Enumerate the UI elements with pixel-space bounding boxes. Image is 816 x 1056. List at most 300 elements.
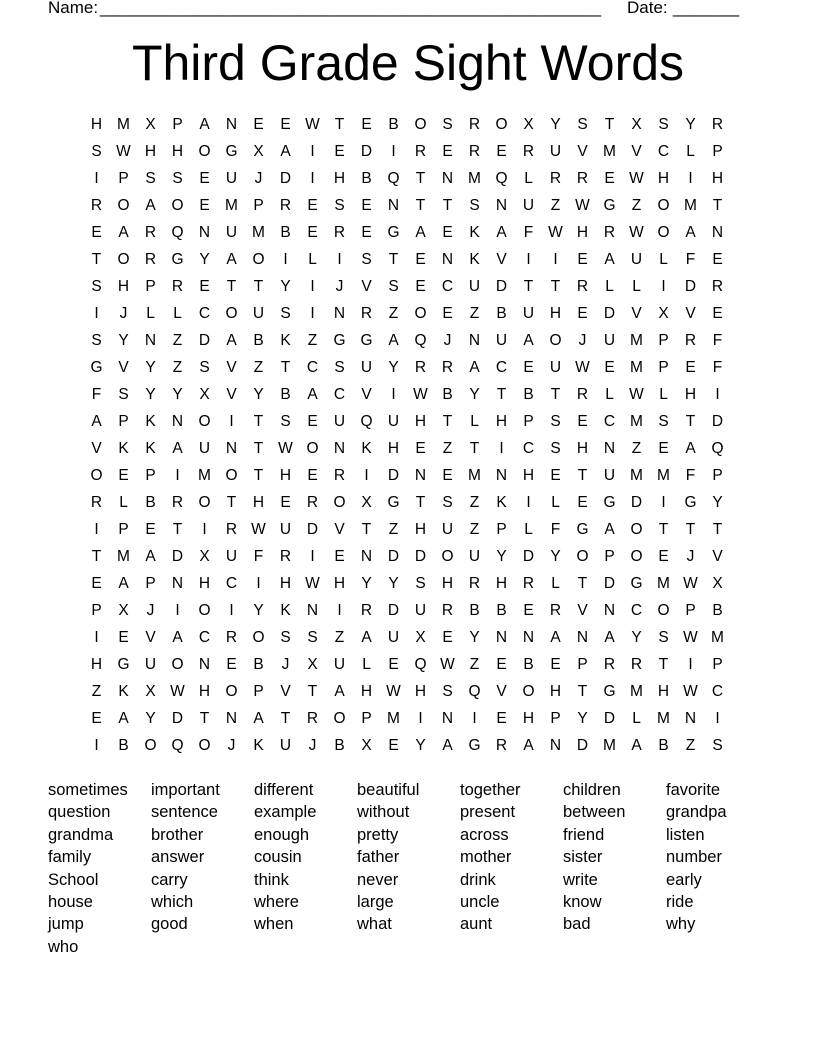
grid-letter[interactable]: A <box>172 440 183 457</box>
grid-letter[interactable]: W <box>683 575 698 592</box>
grid-letter[interactable]: E <box>577 494 588 511</box>
grid-letter[interactable]: H <box>495 575 508 592</box>
grid-letter[interactable]: E <box>361 197 372 214</box>
grid-letter[interactable]: Q <box>171 737 184 754</box>
grid-letter[interactable]: Q <box>711 440 724 457</box>
grid-letter[interactable]: G <box>603 197 616 214</box>
grid-letter[interactable]: U <box>468 548 481 565</box>
grid-letter[interactable]: C <box>198 629 211 646</box>
grid-letter[interactable]: O <box>252 251 265 268</box>
grid-letter[interactable]: I <box>94 737 99 754</box>
grid-letter[interactable]: H <box>522 467 535 484</box>
grid-letter[interactable]: G <box>90 359 103 376</box>
grid-letter[interactable]: D <box>279 170 292 187</box>
grid-letter[interactable]: I <box>94 521 99 538</box>
grid-letter[interactable]: I <box>472 710 477 727</box>
grid-letter[interactable]: K <box>496 494 507 511</box>
grid-letter[interactable]: P <box>712 656 723 673</box>
grid-letter[interactable]: A <box>280 143 291 160</box>
grid-letter[interactable]: D <box>603 305 616 322</box>
grid-letter[interactable]: W <box>251 521 266 538</box>
grid-letter[interactable]: F <box>712 332 723 349</box>
grid-letter[interactable]: M <box>252 224 265 241</box>
grid-letter[interactable]: H <box>198 683 211 700</box>
grid-letter[interactable]: L <box>632 710 641 727</box>
grid-letter[interactable]: I <box>688 656 693 673</box>
grid-letter[interactable]: I <box>310 305 315 322</box>
grid-letter[interactable]: E <box>415 251 426 268</box>
grid-letter[interactable]: H <box>171 143 184 160</box>
grid-letter[interactable]: P <box>145 278 156 295</box>
grid-letter[interactable]: T <box>604 116 615 133</box>
grid-letter[interactable]: U <box>522 197 535 214</box>
grid-letter[interactable]: R <box>468 116 481 133</box>
grid-letter[interactable]: O <box>549 332 562 349</box>
grid-letter[interactable]: A <box>226 332 237 349</box>
grid-letter[interactable]: B <box>442 386 453 403</box>
grid-letter[interactable]: Y <box>172 386 183 403</box>
grid-letter[interactable]: O <box>657 197 670 214</box>
grid-letter[interactable]: T <box>388 251 399 268</box>
grid-letter[interactable]: R <box>468 575 481 592</box>
grid-letter[interactable]: M <box>468 170 481 187</box>
grid-letter[interactable]: E <box>523 602 534 619</box>
grid-letter[interactable]: P <box>91 602 102 619</box>
grid-letter[interactable]: U <box>279 521 292 538</box>
grid-letter[interactable]: T <box>685 521 696 538</box>
grid-letter[interactable]: D <box>603 710 616 727</box>
grid-letter[interactable]: P <box>523 413 534 430</box>
grid-letter[interactable]: R <box>360 305 373 322</box>
grid-letter[interactable]: E <box>496 710 507 727</box>
grid-letter[interactable]: N <box>495 629 508 646</box>
grid-letter[interactable]: E <box>199 170 210 187</box>
grid-letter[interactable]: W <box>386 683 401 700</box>
grid-letter[interactable]: I <box>283 251 288 268</box>
grid-letter[interactable]: C <box>198 305 211 322</box>
grid-letter[interactable]: B <box>388 116 399 133</box>
grid-letter[interactable]: J <box>254 170 263 187</box>
grid-letter[interactable]: L <box>119 494 128 511</box>
grid-letter[interactable]: W <box>440 656 455 673</box>
grid-letter[interactable]: R <box>549 602 562 619</box>
grid-letter[interactable]: F <box>550 521 561 538</box>
grid-letter[interactable]: V <box>361 278 372 295</box>
grid-letter[interactable]: N <box>198 224 211 241</box>
grid-letter[interactable]: C <box>522 440 535 457</box>
grid-letter[interactable]: W <box>278 440 293 457</box>
grid-letter[interactable]: M <box>630 359 643 376</box>
grid-letter[interactable]: V <box>226 359 237 376</box>
grid-letter[interactable]: N <box>333 305 346 322</box>
grid-letter[interactable]: I <box>94 629 99 646</box>
grid-letter[interactable]: O <box>441 548 454 565</box>
grid-letter[interactable]: S <box>442 683 453 700</box>
grid-letter[interactable]: S <box>442 116 453 133</box>
grid-letter[interactable]: H <box>549 683 562 700</box>
grid-letter[interactable]: O <box>225 683 238 700</box>
grid-letter[interactable]: I <box>391 386 396 403</box>
grid-letter[interactable]: E <box>442 305 453 322</box>
grid-letter[interactable]: V <box>631 143 642 160</box>
grid-letter[interactable]: T <box>550 386 561 403</box>
grid-letter[interactable]: Y <box>253 386 264 403</box>
grid-letter[interactable]: W <box>629 224 644 241</box>
grid-letter[interactable]: E <box>199 197 210 214</box>
grid-letter[interactable]: Z <box>172 359 183 376</box>
grid-letter[interactable]: T <box>253 413 264 430</box>
grid-letter[interactable]: U <box>549 143 562 160</box>
grid-letter[interactable]: R <box>333 467 346 484</box>
grid-letter[interactable]: M <box>711 629 724 646</box>
grid-letter[interactable]: A <box>118 224 129 241</box>
grid-letter[interactable]: B <box>523 386 534 403</box>
grid-letter[interactable]: M <box>198 467 211 484</box>
grid-letter[interactable]: N <box>522 629 535 646</box>
grid-letter[interactable]: R <box>279 548 292 565</box>
grid-letter[interactable]: E <box>253 116 264 133</box>
grid-letter[interactable]: N <box>225 710 238 727</box>
grid-letter[interactable]: R <box>468 143 481 160</box>
grid-letter[interactable]: R <box>603 656 616 673</box>
grid-letter[interactable]: H <box>549 305 562 322</box>
grid-letter[interactable]: V <box>712 548 723 565</box>
grid-letter[interactable]: P <box>658 332 669 349</box>
grid-letter[interactable]: N <box>414 467 427 484</box>
grid-letter[interactable]: H <box>414 521 427 538</box>
grid-letter[interactable]: A <box>604 629 615 646</box>
grid-letter[interactable]: E <box>658 548 669 565</box>
grid-letter[interactable]: E <box>496 143 507 160</box>
grid-letter[interactable]: V <box>631 305 642 322</box>
grid-letter[interactable]: N <box>387 197 400 214</box>
grid-letter[interactable]: W <box>629 386 644 403</box>
grid-letter[interactable]: Z <box>469 305 480 322</box>
grid-letter[interactable]: O <box>117 251 130 268</box>
grid-letter[interactable]: K <box>253 737 264 754</box>
grid-letter[interactable]: F <box>91 386 102 403</box>
grid-letter[interactable]: Y <box>388 359 399 376</box>
grid-letter[interactable]: I <box>553 251 558 268</box>
grid-letter[interactable]: D <box>306 521 319 538</box>
grid-letter[interactable]: Y <box>577 710 588 727</box>
grid-letter[interactable]: E <box>388 656 399 673</box>
grid-letter[interactable]: B <box>145 494 156 511</box>
grid-letter[interactable]: H <box>387 440 400 457</box>
grid-letter[interactable]: M <box>630 467 643 484</box>
grid-letter[interactable]: F <box>685 467 696 484</box>
grid-letter[interactable]: R <box>576 170 589 187</box>
grid-letter[interactable]: S <box>199 359 210 376</box>
grid-letter[interactable]: Y <box>550 116 561 133</box>
grid-letter[interactable]: V <box>334 521 345 538</box>
grid-letter[interactable]: Y <box>496 548 507 565</box>
grid-letter[interactable]: E <box>523 359 534 376</box>
grid-letter[interactable]: D <box>387 548 400 565</box>
grid-letter[interactable]: Y <box>631 629 642 646</box>
grid-letter[interactable]: U <box>333 413 346 430</box>
grid-letter[interactable]: O <box>414 305 427 322</box>
grid-letter[interactable]: R <box>225 521 238 538</box>
grid-letter[interactable]: I <box>715 386 720 403</box>
grid-letter[interactable]: T <box>91 548 102 565</box>
grid-letter[interactable]: S <box>550 413 561 430</box>
grid-letter[interactable]: T <box>712 197 723 214</box>
grid-letter[interactable]: V <box>496 683 507 700</box>
grid-letter[interactable]: T <box>550 278 561 295</box>
grid-letter[interactable]: N <box>225 440 238 457</box>
grid-letter[interactable]: I <box>94 170 99 187</box>
grid-letter[interactable]: X <box>523 116 534 133</box>
grid-letter[interactable]: R <box>441 359 454 376</box>
grid-letter[interactable]: O <box>630 548 643 565</box>
grid-letter[interactable]: T <box>712 521 723 538</box>
grid-letter[interactable]: G <box>117 656 130 673</box>
grid-letter[interactable]: F <box>685 251 696 268</box>
grid-letter[interactable]: W <box>548 224 563 241</box>
grid-letter[interactable]: E <box>658 440 669 457</box>
grid-letter[interactable]: B <box>253 332 264 349</box>
grid-letter[interactable]: P <box>685 602 696 619</box>
grid-letter[interactable]: H <box>90 656 103 673</box>
grid-letter[interactable]: C <box>333 386 346 403</box>
grid-letter[interactable]: I <box>175 602 180 619</box>
grid-letter[interactable]: I <box>310 170 315 187</box>
grid-letter[interactable]: O <box>630 521 643 538</box>
grid-letter[interactable]: P <box>145 467 156 484</box>
grid-letter[interactable]: O <box>225 467 238 484</box>
grid-letter[interactable]: I <box>337 251 342 268</box>
grid-letter[interactable]: M <box>684 197 697 214</box>
grid-letter[interactable]: X <box>712 575 723 592</box>
grid-letter[interactable]: E <box>307 413 318 430</box>
grid-letter[interactable]: X <box>145 116 156 133</box>
grid-letter[interactable]: A <box>226 251 237 268</box>
grid-letter[interactable]: W <box>170 683 185 700</box>
grid-letter[interactable]: R <box>171 278 184 295</box>
grid-letter[interactable]: G <box>387 224 400 241</box>
grid-letter[interactable]: O <box>333 710 346 727</box>
grid-letter[interactable]: W <box>413 386 428 403</box>
grid-letter[interactable]: R <box>522 575 535 592</box>
grid-letter[interactable]: E <box>118 467 129 484</box>
grid-letter[interactable]: N <box>684 710 697 727</box>
grid-letter[interactable]: I <box>526 251 531 268</box>
grid-letter[interactable]: I <box>310 548 315 565</box>
grid-letter[interactable]: N <box>171 575 184 592</box>
grid-letter[interactable]: U <box>333 656 346 673</box>
grid-letter[interactable]: H <box>333 575 346 592</box>
grid-letter[interactable]: H <box>144 143 157 160</box>
grid-letter[interactable]: E <box>334 143 345 160</box>
grid-letter[interactable]: E <box>91 710 102 727</box>
grid-letter[interactable]: Z <box>253 359 264 376</box>
grid-letter[interactable]: W <box>629 170 644 187</box>
grid-letter[interactable]: A <box>604 521 615 538</box>
grid-letter[interactable]: B <box>280 386 291 403</box>
grid-letter[interactable]: G <box>387 494 400 511</box>
grid-letter[interactable]: E <box>604 359 615 376</box>
grid-letter[interactable]: Y <box>469 629 480 646</box>
grid-letter[interactable]: A <box>145 197 156 214</box>
grid-letter[interactable]: U <box>225 548 238 565</box>
grid-letter[interactable]: Y <box>145 386 156 403</box>
grid-letter[interactable]: Z <box>550 197 561 214</box>
grid-letter[interactable]: I <box>499 440 504 457</box>
grid-letter[interactable]: X <box>361 494 372 511</box>
grid-letter[interactable]: Y <box>253 602 264 619</box>
grid-letter[interactable]: Z <box>631 440 642 457</box>
grid-letter[interactable]: T <box>253 278 264 295</box>
grid-letter[interactable]: U <box>549 359 562 376</box>
grid-letter[interactable]: O <box>144 737 157 754</box>
grid-letter[interactable]: D <box>684 278 697 295</box>
grid-letter[interactable]: P <box>712 467 723 484</box>
grid-letter[interactable]: S <box>550 440 561 457</box>
grid-letter[interactable]: R <box>414 359 427 376</box>
grid-letter[interactable]: E <box>226 656 237 673</box>
grid-letter[interactable]: S <box>118 386 129 403</box>
grid-letter[interactable]: Y <box>280 278 291 295</box>
grid-letter[interactable]: H <box>495 413 508 430</box>
grid-letter[interactable]: Q <box>468 683 481 700</box>
grid-letter[interactable]: I <box>526 494 531 511</box>
grid-letter[interactable]: T <box>253 467 264 484</box>
grid-letter[interactable]: R <box>441 602 454 619</box>
grid-letter[interactable]: P <box>496 521 507 538</box>
grid-letter[interactable]: S <box>145 170 156 187</box>
grid-letter[interactable]: P <box>550 710 561 727</box>
grid-letter[interactable]: L <box>524 521 533 538</box>
grid-letter[interactable]: W <box>683 629 698 646</box>
grid-letter[interactable]: Y <box>145 359 156 376</box>
grid-letter[interactable]: J <box>308 737 317 754</box>
grid-letter[interactable]: S <box>658 629 669 646</box>
grid-letter[interactable]: B <box>334 737 345 754</box>
grid-letter[interactable]: M <box>657 467 670 484</box>
grid-letter[interactable]: C <box>306 359 319 376</box>
grid-letter[interactable]: B <box>361 170 372 187</box>
grid-letter[interactable]: P <box>118 413 129 430</box>
grid-letter[interactable]: J <box>335 278 344 295</box>
grid-letter[interactable]: T <box>415 170 426 187</box>
grid-letter[interactable]: N <box>441 251 454 268</box>
grid-letter[interactable]: H <box>90 116 103 133</box>
grid-letter[interactable]: U <box>198 440 211 457</box>
grid-letter[interactable]: P <box>658 359 669 376</box>
grid-letter[interactable]: U <box>225 224 238 241</box>
grid-letter[interactable]: U <box>495 332 508 349</box>
grid-letter[interactable]: Q <box>360 413 373 430</box>
grid-letter[interactable]: K <box>145 440 156 457</box>
grid-letter[interactable]: L <box>659 386 668 403</box>
grid-letter[interactable]: P <box>253 683 264 700</box>
grid-letter[interactable]: E <box>685 359 696 376</box>
grid-letter[interactable]: J <box>686 548 695 565</box>
grid-letter[interactable]: E <box>307 224 318 241</box>
grid-letter[interactable]: E <box>577 305 588 322</box>
grid-letter[interactable]: T <box>496 386 507 403</box>
grid-letter[interactable]: M <box>117 548 130 565</box>
grid-letter[interactable]: E <box>307 467 318 484</box>
grid-letter[interactable]: E <box>91 224 102 241</box>
grid-letter[interactable]: B <box>712 602 723 619</box>
grid-letter[interactable]: E <box>604 170 615 187</box>
grid-letter[interactable]: M <box>630 683 643 700</box>
grid-letter[interactable]: O <box>198 143 211 160</box>
grid-letter[interactable]: Q <box>495 170 508 187</box>
grid-letter[interactable]: D <box>630 494 643 511</box>
grid-letter[interactable]: L <box>551 494 560 511</box>
grid-letter[interactable]: H <box>360 683 373 700</box>
grid-letter[interactable]: E <box>496 656 507 673</box>
grid-letter[interactable]: T <box>415 197 426 214</box>
grid-letter[interactable]: M <box>603 737 616 754</box>
grid-letter[interactable]: S <box>658 116 669 133</box>
grid-letter[interactable]: H <box>441 575 454 592</box>
grid-letter[interactable]: O <box>522 683 535 700</box>
grid-letter[interactable]: U <box>603 332 616 349</box>
grid-letter[interactable]: G <box>684 494 697 511</box>
grid-letter[interactable]: Z <box>388 305 399 322</box>
grid-letter[interactable]: V <box>685 305 696 322</box>
grid-letter[interactable]: G <box>360 332 373 349</box>
grid-letter[interactable]: O <box>333 494 346 511</box>
grid-letter[interactable]: N <box>441 710 454 727</box>
grid-letter[interactable]: O <box>117 197 130 214</box>
grid-letter[interactable]: E <box>442 629 453 646</box>
grid-letter[interactable]: R <box>90 197 103 214</box>
grid-letter[interactable]: I <box>229 602 234 619</box>
grid-letter[interactable]: K <box>469 224 480 241</box>
grid-letter[interactable]: O <box>414 116 427 133</box>
grid-letter[interactable]: N <box>225 116 238 133</box>
grid-letter[interactable]: G <box>603 683 616 700</box>
grid-letter[interactable]: M <box>657 575 670 592</box>
date-field[interactable]: _______ <box>673 0 740 17</box>
grid-letter[interactable]: N <box>495 467 508 484</box>
grid-letter[interactable]: E <box>118 629 129 646</box>
grid-letter[interactable]: I <box>310 143 315 160</box>
grid-letter[interactable]: K <box>118 683 129 700</box>
grid-letter[interactable]: D <box>414 548 427 565</box>
grid-letter[interactable]: T <box>415 494 426 511</box>
grid-letter[interactable]: Z <box>334 629 345 646</box>
grid-letter[interactable]: N <box>603 440 616 457</box>
grid-letter[interactable]: A <box>685 440 696 457</box>
grid-letter[interactable]: Z <box>307 332 318 349</box>
grid-letter[interactable]: K <box>118 440 129 457</box>
grid-letter[interactable]: O <box>252 629 265 646</box>
grid-letter[interactable]: W <box>305 116 320 133</box>
grid-letter[interactable]: R <box>333 224 346 241</box>
grid-letter[interactable]: R <box>549 170 562 187</box>
grid-letter[interactable]: S <box>577 116 588 133</box>
grid-letter[interactable]: R <box>90 494 103 511</box>
grid-letter[interactable]: E <box>361 224 372 241</box>
grid-letter[interactable]: E <box>307 197 318 214</box>
grid-letter[interactable]: X <box>199 548 210 565</box>
grid-letter[interactable]: T <box>226 278 237 295</box>
grid-letter[interactable]: R <box>576 278 589 295</box>
grid-letter[interactable]: L <box>659 251 668 268</box>
grid-letter[interactable]: S <box>280 629 291 646</box>
grid-letter[interactable]: L <box>605 278 614 295</box>
grid-letter[interactable]: X <box>199 386 210 403</box>
grid-letter[interactable]: R <box>603 224 616 241</box>
grid-letter[interactable]: A <box>469 359 480 376</box>
grid-letter[interactable]: E <box>199 278 210 295</box>
